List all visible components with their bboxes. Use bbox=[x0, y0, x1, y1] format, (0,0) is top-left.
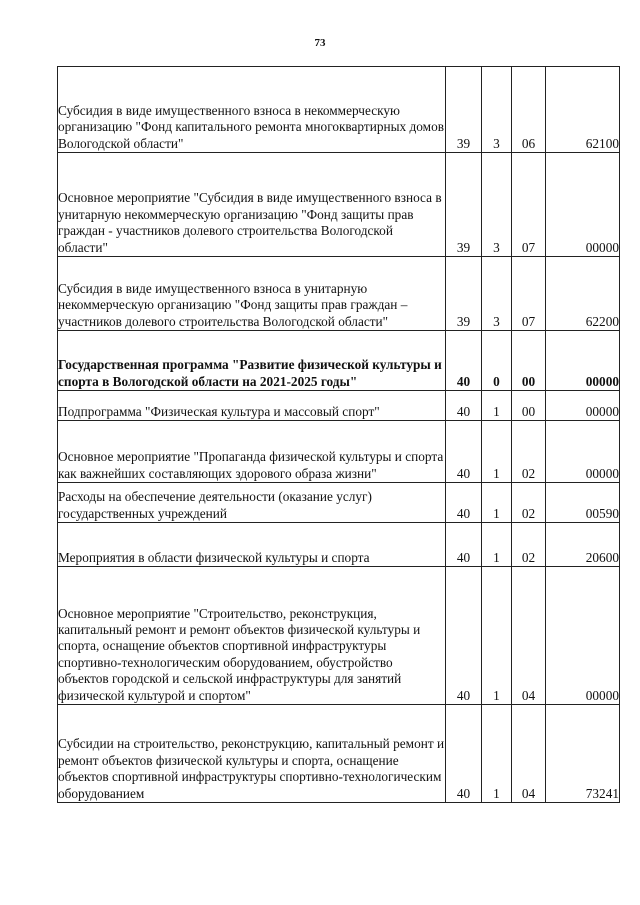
target-article-code: 39 bbox=[446, 257, 482, 331]
expense-direction-code: 00000 bbox=[546, 567, 620, 705]
main-activity-code: 00 bbox=[512, 331, 546, 391]
expense-direction-code: 00590 bbox=[546, 483, 620, 523]
subprogram-code: 3 bbox=[482, 257, 512, 331]
expense-direction-code: 00000 bbox=[546, 153, 620, 257]
expense-direction-code: 73241 bbox=[546, 705, 620, 803]
subprogram-code: 1 bbox=[482, 523, 512, 567]
target-article-code: 40 bbox=[446, 483, 482, 523]
row-name-cell: Подпрограмма "Физическая культура и массовый спорт" bbox=[58, 391, 446, 421]
main-activity-code: 00 bbox=[512, 391, 546, 421]
row-name-cell: Основное мероприятие "Строительство, реконструкция, капитальный ремонт и ремонт объектов физической культуры и спорта, оснащение объектов спортивной инфраструктуры спортивно-технологическим оборудованием, обустройство объектов городской и сельской инфраструктуры для занятий физической культурой и спортом" bbox=[58, 567, 446, 705]
table-row bbox=[58, 67, 620, 153]
table-row bbox=[58, 567, 620, 705]
table-row bbox=[58, 331, 620, 391]
table-row bbox=[58, 391, 620, 421]
expense-direction-code: 00000 bbox=[546, 421, 620, 483]
table-row bbox=[58, 483, 620, 523]
expense-direction-code: 00000 bbox=[546, 331, 620, 391]
main-activity-code: 02 bbox=[512, 483, 546, 523]
expense-direction-code: 62200 bbox=[546, 257, 620, 331]
main-activity-code: 07 bbox=[512, 257, 546, 331]
table-row bbox=[58, 705, 620, 803]
main-activity-code: 07 bbox=[512, 153, 546, 257]
table-row bbox=[58, 523, 620, 567]
subprogram-code: 1 bbox=[482, 567, 512, 705]
expense-direction-code: 62100 bbox=[546, 67, 620, 153]
row-name-cell: Субсидия в виде имущественного взноса в унитарную некоммерческую организацию "Фонд защиты прав граждан – участников долевого строительства Вологодской области" bbox=[58, 257, 446, 331]
target-article-code: 40 bbox=[446, 705, 482, 803]
target-article-code: 40 bbox=[446, 523, 482, 567]
main-activity-code: 02 bbox=[512, 421, 546, 483]
subprogram-code: 1 bbox=[482, 705, 512, 803]
subprogram-code: 1 bbox=[482, 391, 512, 421]
page-number: 73 bbox=[314, 37, 326, 49]
row-name-cell: Расходы на обеспечение деятельности (оказание услуг) государственных учреждений bbox=[58, 483, 446, 523]
subprogram-code: 1 bbox=[482, 483, 512, 523]
row-name-cell: Мероприятия в области физической культуры и спорта bbox=[58, 523, 446, 567]
expense-direction-code: 20600 bbox=[546, 523, 620, 567]
subprogram-code: 3 bbox=[482, 153, 512, 257]
table-row bbox=[58, 421, 620, 483]
subprogram-code: 0 bbox=[482, 331, 512, 391]
target-article-code: 40 bbox=[446, 331, 482, 391]
row-name-cell: Основное мероприятие "Пропаганда физической культуры и спорта как важнейших составляющих здорового образа жизни" bbox=[58, 421, 446, 483]
main-activity-code: 02 bbox=[512, 523, 546, 567]
main-activity-code: 06 bbox=[512, 67, 546, 153]
target-article-code: 39 bbox=[446, 153, 482, 257]
target-article-code: 40 bbox=[446, 567, 482, 705]
row-name-cell: Субсидии на строительство, реконструкцию, капитальный ремонт и ремонт объектов физической культуры и спорта, оснащение объектов спортивной инфраструктуры спортивно-технологическим оборудованием bbox=[58, 705, 446, 803]
budget-classification-table bbox=[57, 66, 620, 803]
table-row bbox=[58, 153, 620, 257]
main-activity-code: 04 bbox=[512, 567, 546, 705]
row-name-cell: Государственная программа "Развитие физической культуры и спорта в Вологодской области на 2021-2025 годы" bbox=[58, 331, 446, 391]
target-article-code: 40 bbox=[446, 421, 482, 483]
table-row bbox=[58, 257, 620, 331]
target-article-code: 39 bbox=[446, 67, 482, 153]
row-name-cell: Субсидия в виде имущественного взноса в некоммерческую организацию "Фонд капитального ремонта многоквартирных домов Вологодской области" bbox=[58, 67, 446, 153]
main-activity-code: 04 bbox=[512, 705, 546, 803]
subprogram-code: 1 bbox=[482, 421, 512, 483]
row-name-cell: Основное мероприятие "Субсидия в виде имущественного взноса в унитарную некоммерческую организацию "Фонд защиты прав граждан - участников долевого строительства Вологодской области" bbox=[58, 153, 446, 257]
target-article-code: 40 bbox=[446, 391, 482, 421]
subprogram-code: 3 bbox=[482, 67, 512, 153]
expense-direction-code: 00000 bbox=[546, 391, 620, 421]
